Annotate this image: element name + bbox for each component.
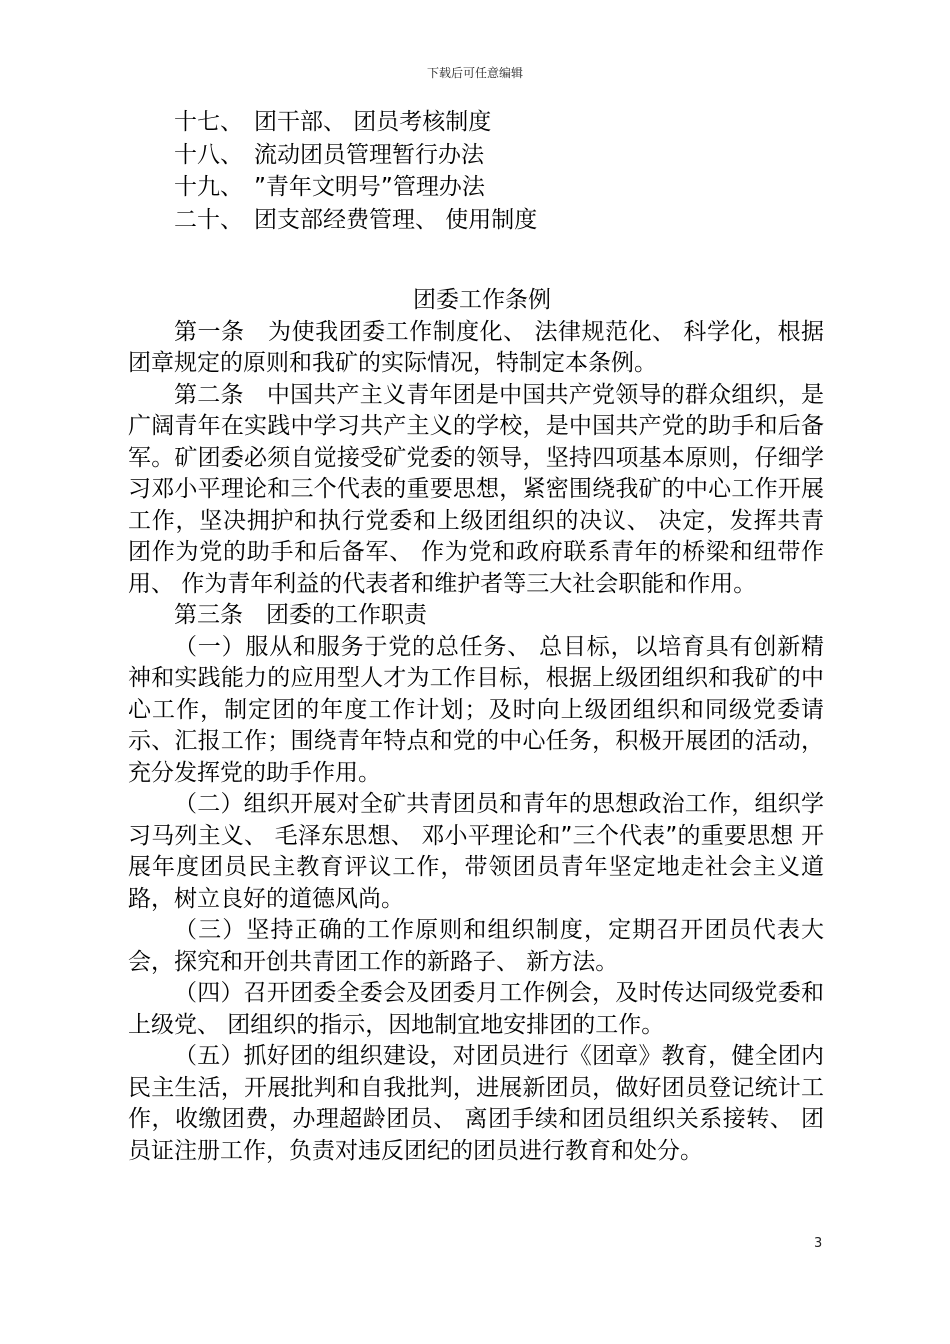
article-3-heading: 第三条 团委的工作职责 — [174, 602, 427, 628]
page-number: 3 — [814, 1236, 823, 1251]
toc-item-text: 流动团员管理暂行办法 — [254, 141, 484, 168]
toc-list — [174, 106, 834, 236]
toc-item — [174, 171, 834, 204]
document-body — [128, 285, 824, 1167]
toc-item — [174, 106, 834, 139]
article-1-paragraph: 第一条 为使我团委工作制度化、 法律规范化、 科学化，根据团章规定的原则和我矿的实际情况，特制定本条例。 — [128, 318, 824, 376]
article-2-paragraph: 第二条 中国共产主义青年团是中国共产党领导的群众组织，是广阔青年在实践中学习共产主义的学校，是中国共产党的助手和后备军。矿团委必须自觉接受矿党委的领导，坚持四项基本原则，仔细学习邓小平理论和三个代表的重要思想，紧密围绕我矿的中心工作开展工作，坚决拥护和执行党委和上级团组织的决议、 决定，发挥共青团作为党的助手和后备军、 作为党和政府联系青年的桥梁和纽带作用、 作为青年利益的代表者和维护者等三大社会职能和作用。 — [128, 381, 824, 597]
toc-item-text: 团支部经费管理、 使用制度 — [254, 206, 538, 233]
toc-item-number: 十七、 — [174, 109, 243, 135]
toc-item — [174, 139, 834, 172]
duty-2-paragraph: （二）组织开展对全矿共青团员和青年的思想政治工作，组织学习马列主义、 毛泽东思想、 邓小平理论和”三个代表”的重要思想 开展年度团员民主教育评议工作，带领团员青年坚定地走社会主义道路，树立良好的道德风尚。 — [128, 791, 824, 912]
page-header: 下载后可任意编辑 — [426, 66, 523, 80]
duty-4-paragraph: （四）召开团委全委会及团委月工作例会，及时传达同级党委和上级党、 团组织的指示，因地制宜地安排团的工作。 — [128, 980, 824, 1038]
duty-5-paragraph: （五）抓好团的组织建设，对团员进行《团章》教育，健全团内民主生活，开展批判和自我批判，进展新团员，做好团员登记统计工作，收缴团费，办理超龄团员、 离团手续和团员组织关系接转、 团员证注册工作，负责对违反团纪的团员进行教育和处分。 — [128, 1043, 824, 1164]
toc-item-text: 团干部、 团员考核制度 — [254, 109, 492, 135]
toc-item-text: ”青年文明号”管理办法 — [254, 174, 485, 200]
toc-item-number: 十九、 — [174, 174, 243, 200]
document-title: 团委工作条例 — [413, 287, 551, 313]
toc-item — [174, 204, 834, 237]
duty-1-paragraph: （一）服从和服务于党的总任务、 总目标，以培育具有创新精神和实践能力的应用型人才为工作目标，根据上级团组织和我矿的中心工作，制定团的年度工作计划；及时向上级团组织和同级党委请示、汇报工作；围绕青年特点和党的中心任务，积极开展团的活动，充分发挥党的助手作用。 — [128, 633, 824, 786]
toc-item-number: 十八、 — [174, 141, 243, 168]
duty-3-paragraph: （三）坚持正确的工作原则和组织制度，定期召开团员代表大会，探究和开创共青团工作的新路子、 新方法。 — [128, 917, 824, 975]
toc-item-number: 二十、 — [174, 206, 243, 233]
